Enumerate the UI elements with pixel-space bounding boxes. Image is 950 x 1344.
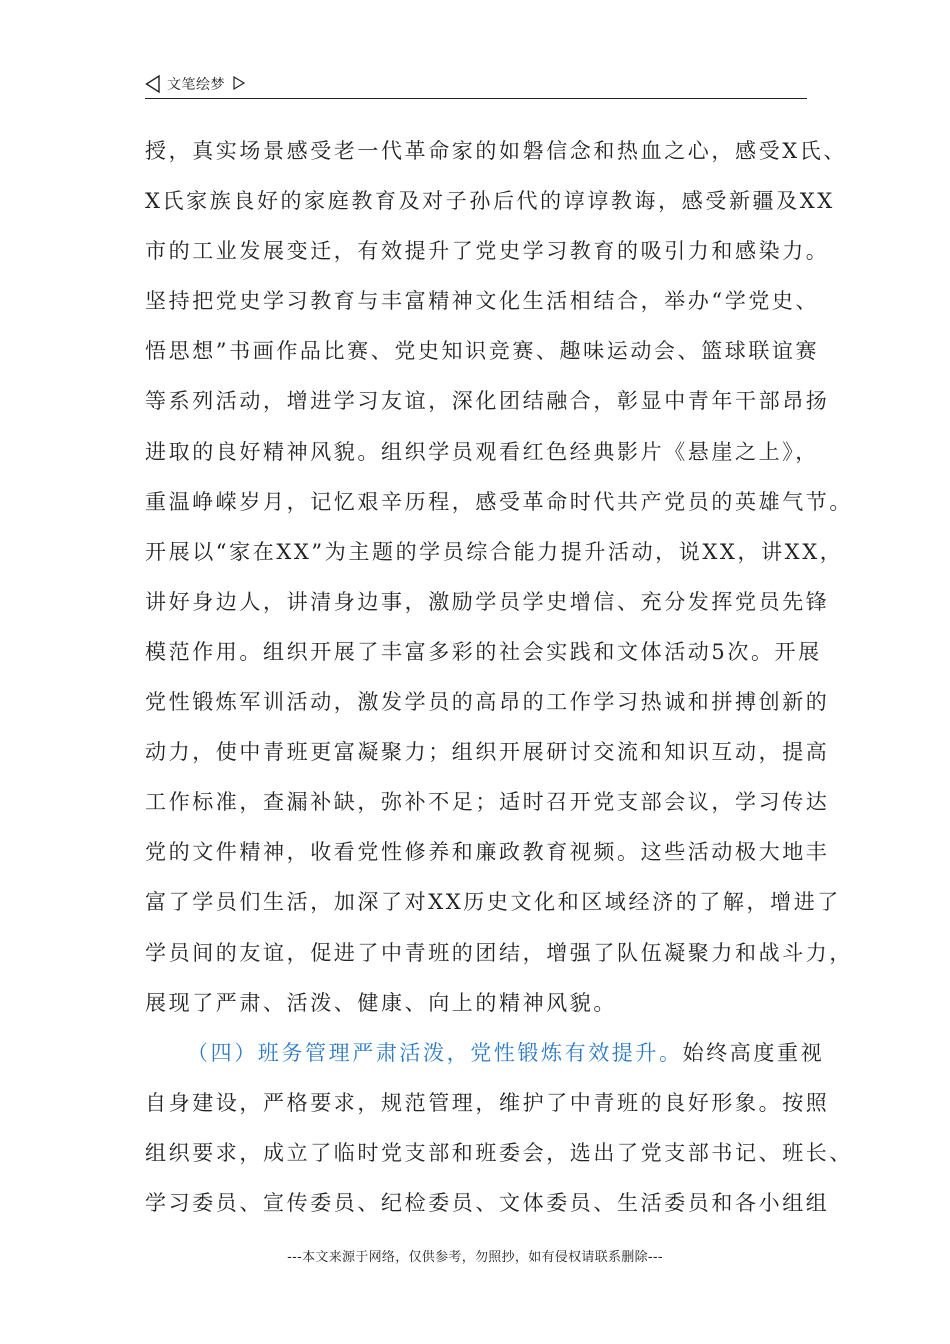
paragraph-line: 悟思想”书画作品比赛、党史知识竞赛、趣味运动会、篮球联谊赛 xyxy=(145,339,820,364)
document-body xyxy=(145,126,853,1228)
paragraph-line: 讲好身边人，讲清身边事，激励学员学史增信、充分发挥党员先锋 xyxy=(145,589,830,614)
section-four-first-line xyxy=(145,1028,825,1078)
paragraph-line: 授，真实场景感受老一代革命家的如磐信念和热血之心，感受X氏、 xyxy=(145,139,847,163)
paragraph-line: 学习委员、宣传委员、纪检委员、文体委员、生活委员和各小组组 xyxy=(145,1190,830,1215)
paragraph-line: 学员间的友谊，促进了中青班的团结，增强了队伍凝聚力和战斗力， xyxy=(145,940,853,965)
paragraph-line: 开展以“家在XX”为主题的学员综合能力提升活动，说XX，讲XX， xyxy=(145,539,844,564)
header-title: 文笔绘梦 xyxy=(167,77,225,93)
paragraph-line: 重温峥嵘岁月，记忆艰辛历程，感受革命时代共产党员的英雄气节。 xyxy=(145,489,853,514)
paragraph-line: 进取的良好精神风貌。组织学员观看红色经典影片《悬崖之上》， xyxy=(145,439,819,464)
triangle-right-icon xyxy=(233,76,245,90)
section-four-first-line-text: 始终高度重视 xyxy=(682,1040,825,1065)
paragraph-line: X氏家族良好的家庭教育及对子孙后代的谆谆教诲，感受新疆及XX xyxy=(145,189,835,214)
paragraph-line: 工作标准，查漏补缺，弥补不足；适时召开党支部会议，学习传达 xyxy=(145,790,830,815)
page-header xyxy=(145,72,807,98)
paragraph-line: 动力，使中青班更富凝聚力；组织开展研讨交流和知识互动，提高 xyxy=(145,740,830,765)
paragraph-line: 展现了严肃、活泼、健康、向上的精神风貌。 xyxy=(145,990,617,1015)
paragraph-line: 党性锻炼军训活动，激发学员的高昂的工作学习热诚和拼搏创新的 xyxy=(145,690,830,715)
paragraph-line: 模范作用。组织开展了丰富多彩的社会实践和文体活动5次。开展 xyxy=(145,639,822,664)
paragraph-line: 组织要求，成立了临时党支部和班委会，选出了党支部书记、班长、 xyxy=(145,1140,853,1165)
paragraph-line: 市的工业发展变迁，有效提升了党史学习教育的吸引力和感染力。 xyxy=(145,239,830,264)
section-four-heading: （四）班务管理严肃活泼，党性锻炼有效提升。 xyxy=(187,1040,683,1065)
triangle-left-icon xyxy=(145,75,161,93)
footer-disclaimer: ---本文来源于网络，仅供参考，勿照抄，如有侵权请联系删除--- xyxy=(287,1250,663,1265)
paragraph-line: 等系列活动，增进学习友谊，深化团结融合，彰显中青年干部昂扬 xyxy=(145,389,830,414)
paragraph-line: 党的文件精神，收看党性修养和廉政教育视频。这些活动极大地丰 xyxy=(145,840,830,865)
paragraph-line: 富了学员们生活，加深了对XX历史文化和区域经济的了解，增进了 xyxy=(145,890,841,915)
header-divider xyxy=(145,98,807,99)
paragraph-line: 自身建设，严格要求，规范管理，维护了中青班的良好形象。按照 xyxy=(145,1090,830,1115)
paragraph-line: 坚持把党史学习教育与丰富精神文化生活相结合，举办“学党史、 xyxy=(145,289,820,314)
